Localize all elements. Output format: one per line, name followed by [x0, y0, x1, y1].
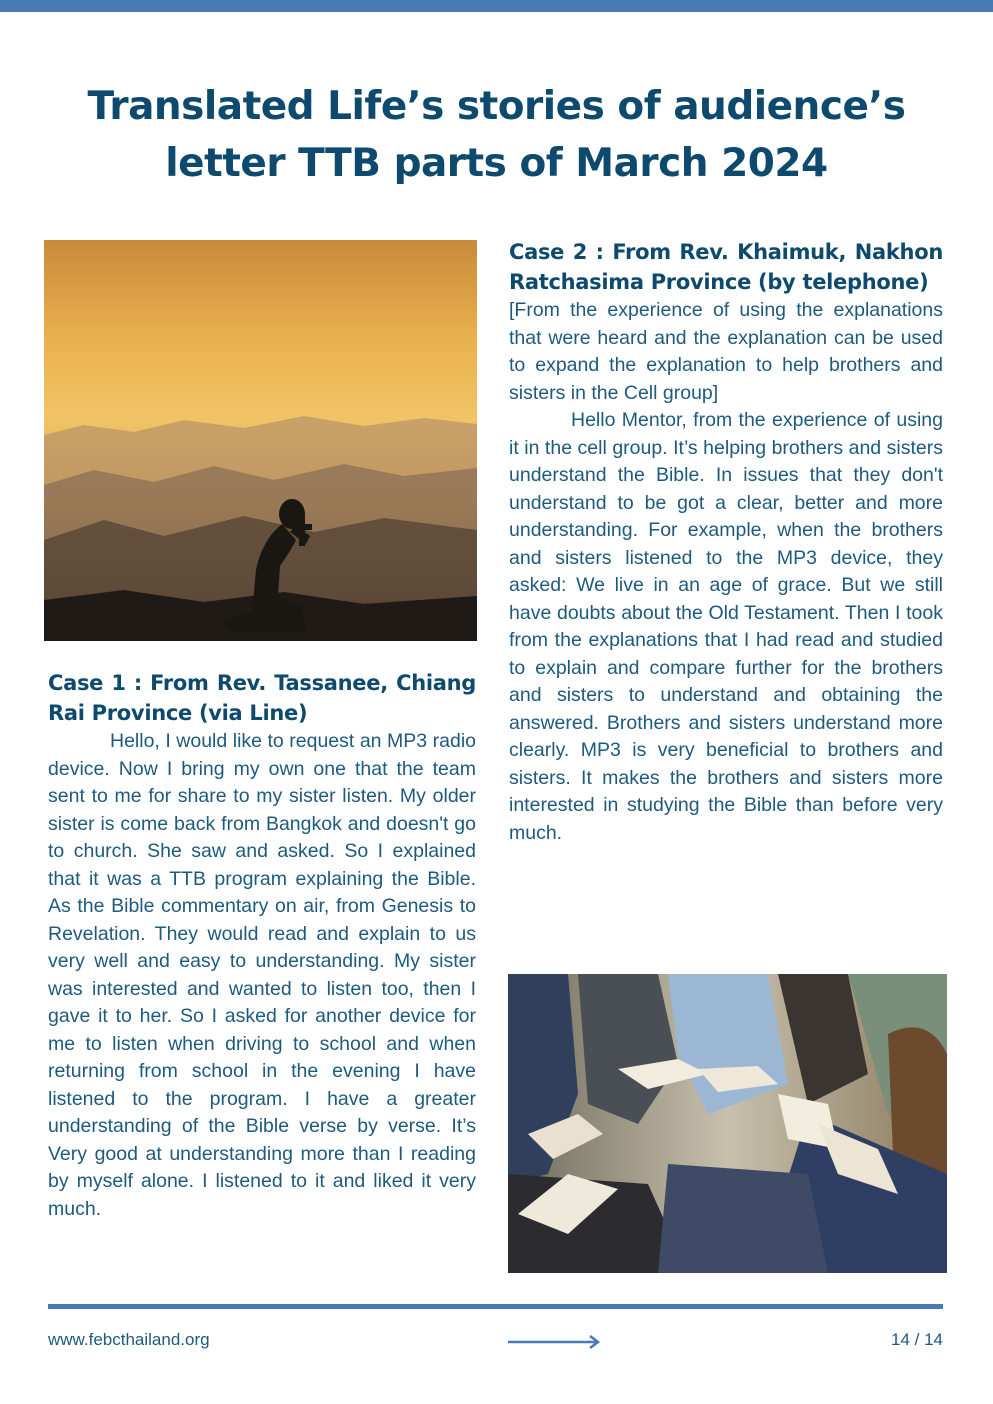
- top-accent-bar: [0, 0, 993, 12]
- page-title-line-1: Translated Life’s stories of audience’s: [87, 84, 906, 129]
- page-number: 14 / 14: [891, 1330, 943, 1349]
- case-1-body: Hello, I would like to request an MP3 radio device. Now I bring my own one that the team sent to me for share to my sister listen. My older sister is come back from Bangkok and doesn't go to church. She saw and asked. So I explained that it was a TTB program explaining the Bible. As the Bible commentary on air, from Genesis to Revelation. They would read and explain to us very well and easy to understanding. My sister was interested and wanted to listen too, then I gave it to her. So I asked for another device for me to listen when driving to school and when returning from school in the evening I have listened to the program. I have a greater understanding of the Bible verse by verse. It’s Very good at understanding more than I reading by myself alone. I listened to it and liked it very much.: [48, 730, 476, 1220]
- praying-silhouette-photo: [44, 240, 477, 641]
- footer-website-link[interactable]: www.febcthailand.org: [48, 1330, 210, 1349]
- case-2-body: Hello Mentor, from the experience of using it in the cell group. It’s helping brothers and sisters understand the Bible. In issues that they don't understand to be got a clear, better and more understanding. For example, when the brothers and sisters listened to the MP3 device, they asked: We live in an age of grace. But we still have doubts about the Old Testament. Then I took from the explanations that I had read and studied to explain and compare further for the brothers and sisters to understand and obtaining the answered. Brothers and sisters understand more clearly. MP3 is very beneficial to brothers and sisters. It makes the brothers and sisters more interested in studying the Bible than before very much.: [509, 409, 943, 844]
- page-title-line-2: letter TTB parts of March 2024: [165, 141, 828, 186]
- case-2-intro: [From the experience of using the explanations that were heard and the explanation can be used to expand the explanation to help brothers and sisters in the Cell group]: [509, 299, 943, 404]
- case-1-heading: Case 1 : From Rev. Tassanee, Chiang Rai Province (via Line): [48, 671, 476, 725]
- arrow-right-icon: [508, 1334, 600, 1355]
- page-title: [40, 78, 953, 192]
- case-2-section: [509, 237, 943, 847]
- bible-study-group-photo: [508, 974, 947, 1273]
- case-1-section: [48, 668, 476, 1223]
- footer-divider: [48, 1304, 943, 1309]
- case-2-heading: Case 2 : From Rev. Khaimuk, Nakhon Ratchasima Province (by telephone): [509, 240, 943, 294]
